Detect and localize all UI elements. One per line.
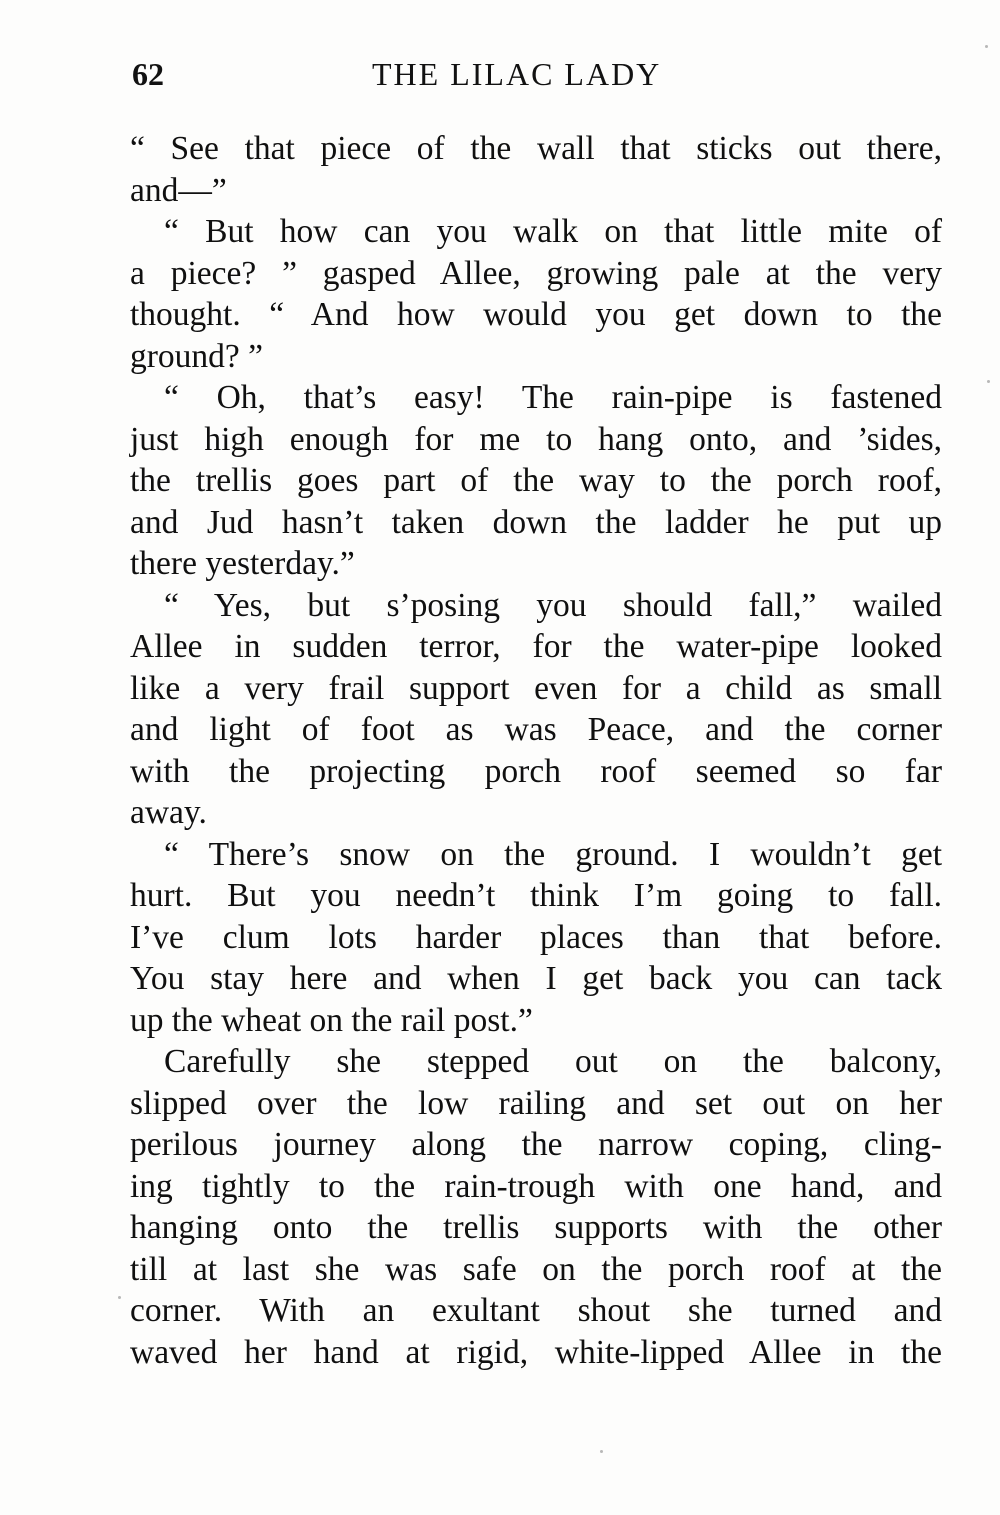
text-line: and—” xyxy=(130,171,227,209)
scan-speck xyxy=(987,380,990,383)
text-line: “ See that piece of the wall that sticks out there, xyxy=(130,130,942,167)
text-line: like a very frail support even for a child as small xyxy=(130,669,942,707)
text-line: and light of foot as was Peace, and the corner xyxy=(130,711,942,748)
text-line: perilous journey along the narrow coping, cling- xyxy=(130,1126,942,1163)
body-text xyxy=(130,128,942,1373)
text-line: just high enough for me to hang onto, and ’sides, xyxy=(130,420,942,458)
text-line: with the projecting porch roof seemed so far xyxy=(130,752,942,790)
running-title: THE LILAC LADY xyxy=(372,56,662,92)
text-line: waved her hand at rigid, white-lipped Allee in the xyxy=(130,1333,942,1371)
text-line: Allee in sudden terror, for the water-pipe looked xyxy=(130,628,942,665)
scan-speck xyxy=(118,1296,121,1299)
text-line: slipped over the low railing and set out on her xyxy=(130,1084,942,1122)
text-line: ground? ” xyxy=(130,337,264,375)
text-line: up the wheat on the rail post.” xyxy=(130,1001,533,1039)
scan-speck xyxy=(600,1450,603,1453)
text-line: ing tightly to the rain-trough with one hand, and xyxy=(130,1167,942,1205)
text-line: the trellis goes part of the way to the porch roof, xyxy=(130,462,942,499)
text-line: “ Yes, but s’posing you should fall,” wailed xyxy=(164,586,942,624)
text-line: I’ve clum lots harder places than that before. xyxy=(130,918,942,956)
text-line: and Jud hasn’t taken down the ladder he put up xyxy=(130,503,942,541)
text-line: hanging onto the trellis supports with the other xyxy=(130,1209,942,1246)
page-header xyxy=(132,52,944,96)
text-line: hurt. But you needn’t think I’m going to fall. xyxy=(130,877,942,914)
text-line: there yesterday.” xyxy=(130,545,355,582)
text-line: till at last she was safe on the porch roof at the xyxy=(130,1250,942,1288)
text-line: “ There’s snow on the ground. I wouldn’t get xyxy=(164,835,942,873)
text-line: Carefully she stepped out on the balcony, xyxy=(164,1043,942,1080)
text-line: You stay here and when I get back you can tack xyxy=(130,960,942,997)
text-line: a piece? ” gasped Allee, growing pale at the very xyxy=(130,254,942,292)
text-line: “ But how can you walk on that little mite of xyxy=(164,213,942,250)
text-line: “ Oh, that’s easy! The rain-pipe is fastened xyxy=(164,379,942,416)
page-number: 62 xyxy=(132,56,164,92)
text-line: thought. “ And how would you get down to the xyxy=(130,296,942,333)
text-line: corner. With an exultant shout she turned and xyxy=(130,1292,942,1329)
scan-speck xyxy=(985,45,988,48)
text-line: away. xyxy=(130,794,207,831)
